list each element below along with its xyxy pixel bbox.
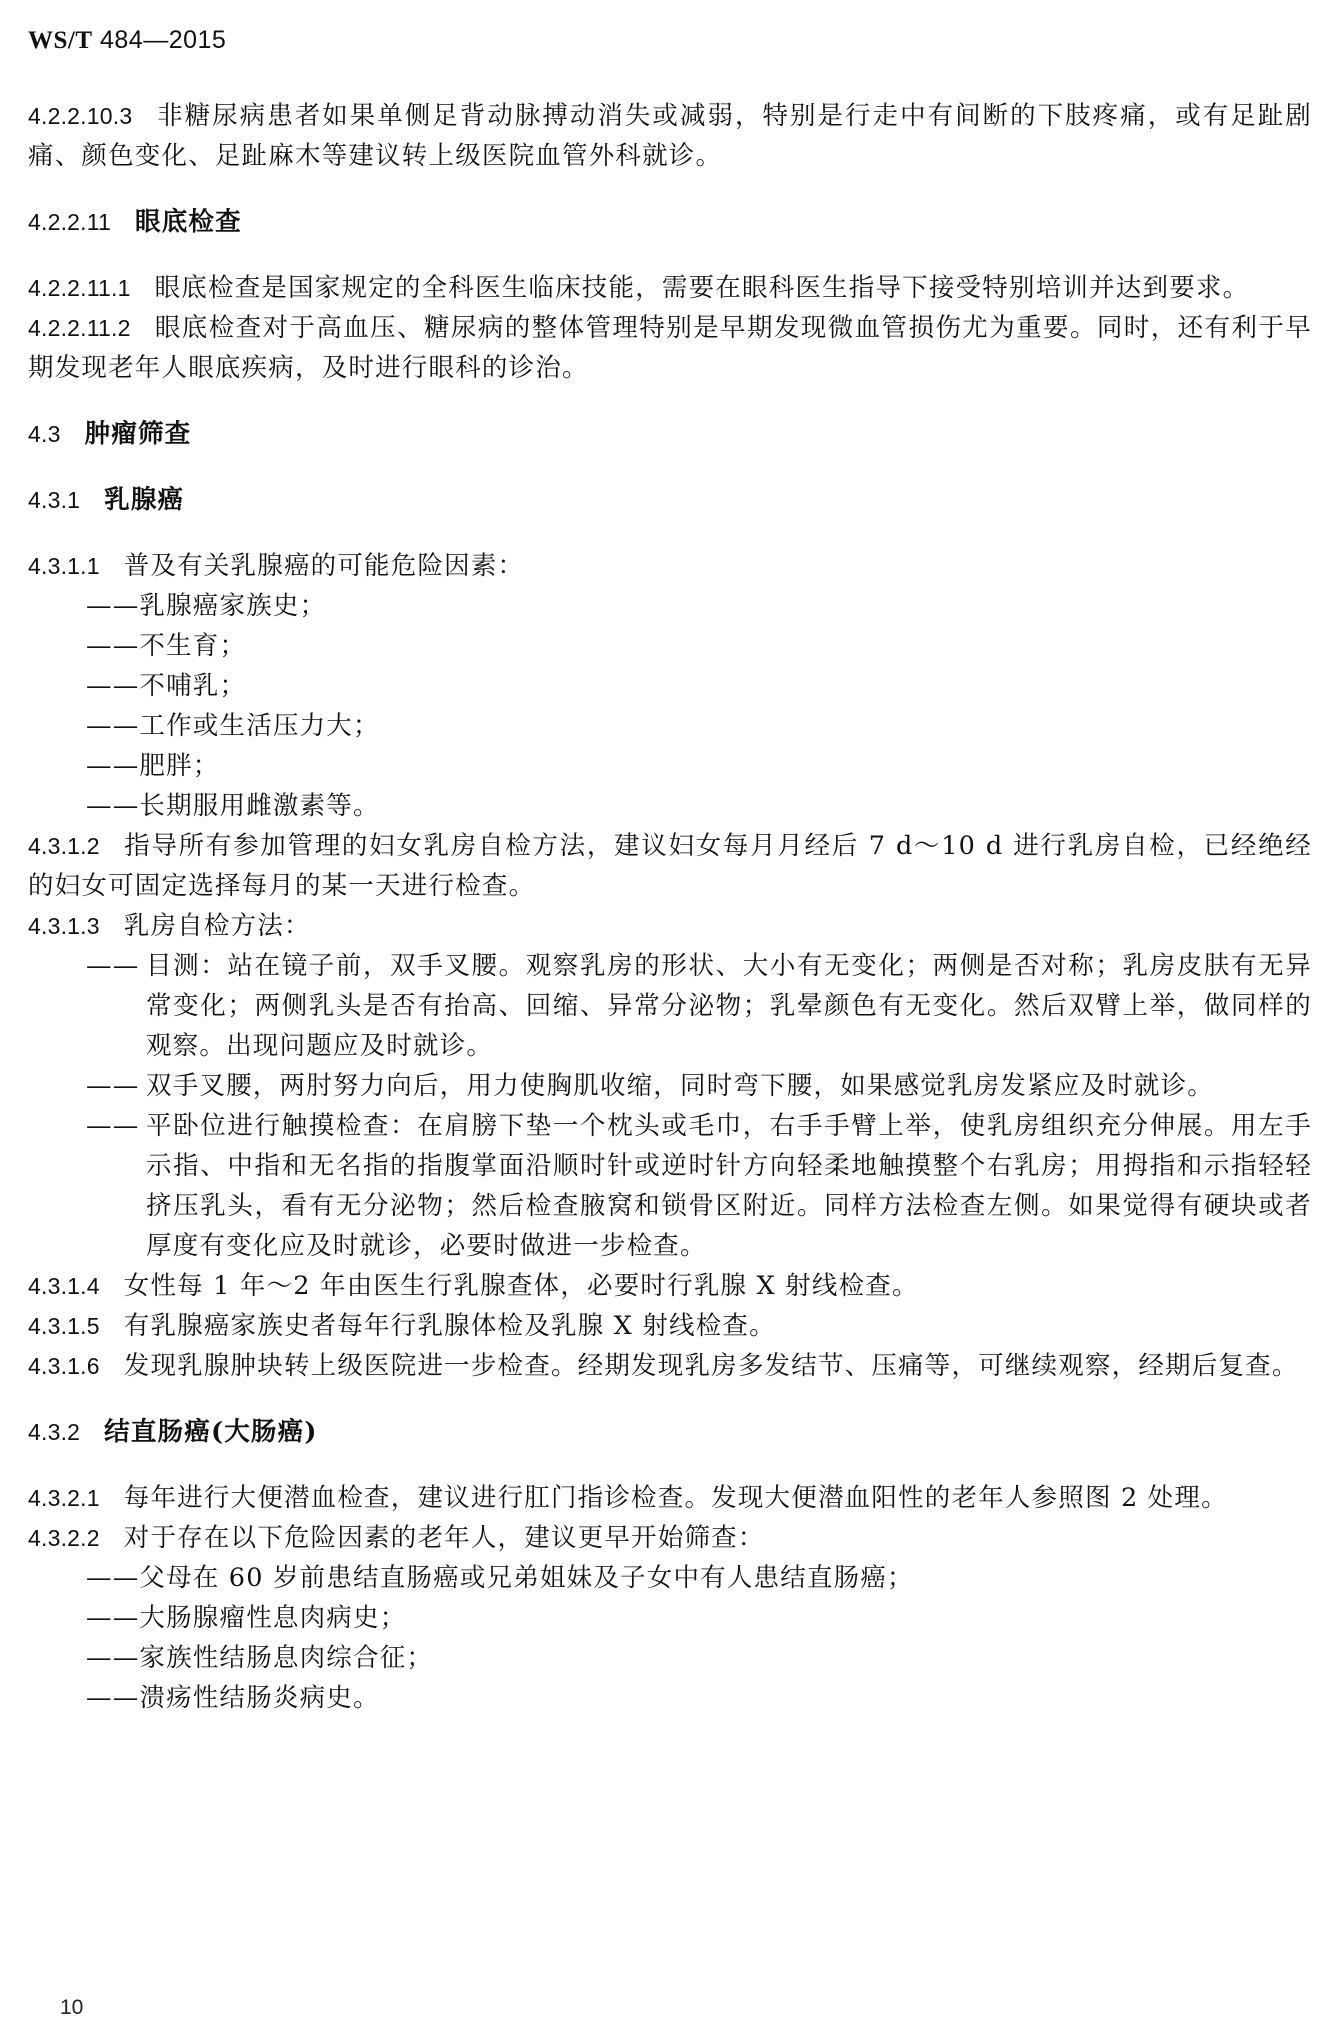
list-item: ——不哺乳； bbox=[86, 671, 247, 701]
clause-number: 4.2.2.11.2 bbox=[28, 315, 131, 341]
clause-text: 眼底检查对于高血压、糖尿病的整体管理特别是早期发现微血管损伤尤为重要。同时，还有利于早期发现老年人眼底疾病，及时进行眼科的诊治。 bbox=[28, 313, 1312, 383]
clause-number: 4.3.2.1 bbox=[28, 1485, 100, 1511]
clause-number: 4.3.1.5 bbox=[28, 1313, 100, 1339]
clause-text: 普及有关乳腺癌的可能危险因素： bbox=[123, 551, 525, 581]
heading-4-2-2-11 bbox=[28, 202, 1312, 242]
heading-title: 乳腺癌 bbox=[104, 485, 185, 515]
clause-text: 发现乳腺肿块转上级医院进一步检查。经期发现乳房多发结节、压痛等，可继续观察，经期后复查。 bbox=[123, 1351, 1299, 1381]
clause-4-2-2-10-3 bbox=[28, 96, 1312, 176]
list-item-text: 双手叉腰，两肘努力向后，用力使胸肌收缩，同时弯下腰，如果感觉乳房发紧应及时就诊。 bbox=[146, 1071, 1215, 1101]
clause-number: 4.3.1.4 bbox=[28, 1273, 100, 1299]
heading-number: 4.3 bbox=[28, 421, 61, 447]
clause-number: 4.2.2.10.3 bbox=[28, 103, 133, 129]
clause-number: 4.3.2.2 bbox=[28, 1525, 100, 1551]
clause-4-3-1-6 bbox=[28, 1346, 1312, 1386]
clause-number: 4.3.1.6 bbox=[28, 1353, 100, 1379]
list-item bbox=[28, 946, 1312, 1066]
dash-marker: —— bbox=[86, 1071, 140, 1101]
clause-text: 非糖尿病患者如果单侧足背动脉搏动消失或减弱，特别是行走中有间断的下肢疼痛，或有足趾剧痛、颜色变化、足趾麻木等建议转上级医院血管外科就诊。 bbox=[28, 101, 1312, 171]
list-item: ——乳腺癌家族史； bbox=[86, 591, 327, 621]
standard-number: 484—2015 bbox=[99, 26, 227, 54]
clause-text: 女性每 1 年～2 年由医生行乳腺查体，必要时行乳腺 X 射线检查。 bbox=[123, 1271, 919, 1301]
clause-4-3-1-2 bbox=[28, 826, 1312, 906]
list-item: ——溃疡性结肠炎病史。 bbox=[86, 1683, 380, 1713]
dash-marker: —— bbox=[86, 1111, 140, 1141]
clause-text: 对于存在以下危险因素的老年人，建议更早开始筛查： bbox=[123, 1523, 765, 1553]
clause-text: 乳房自检方法： bbox=[123, 911, 311, 941]
list-item: ——长期服用雌激素等。 bbox=[86, 791, 380, 821]
heading-number: 4.3.1 bbox=[28, 487, 81, 513]
clause-number: 4.3.1.1 bbox=[28, 553, 100, 579]
clause-4-3-1-3 bbox=[28, 906, 1312, 946]
clause-number: 4.3.1.2 bbox=[28, 833, 100, 859]
clause-number: 4.3.1.3 bbox=[28, 913, 100, 939]
list-item-text: 平卧位进行触摸检查：在肩膀下垫一个枕头或毛巾，右手手臂上举，使乳房组织充分伸展。用左手示指、中指和无名指的指腹掌面沿顺时针或逆时针方向轻柔地触摸整个右乳房；用拇指和示指轻轻挤压乳头，看有无分泌物；然后检查腋窝和锁骨区附近。同样方法检查左侧。如果觉得有硬块或者厚度有变化应及时就诊，必要时做进一步检查。 bbox=[146, 1111, 1312, 1261]
clause-text: 有乳腺癌家族史者每年行乳腺体检及乳腺 X 射线检查。 bbox=[123, 1311, 776, 1341]
list-item: ——家族性结肠息肉综合征； bbox=[86, 1643, 434, 1673]
heading-title: 肿瘤筛查 bbox=[84, 419, 192, 449]
list-item-text: 目测：站在镜子前，双手叉腰。观察乳房的形状、大小有无变化；两侧是否对称；乳房皮肤有无异常变化；两侧乳头是否有抬高、回缩、异常分泌物；乳晕颜色有无变化。然后双臂上举，做同样的观察。出现问题应及时就诊。 bbox=[146, 951, 1312, 1061]
clause-4-2-2-11-2 bbox=[28, 308, 1312, 388]
clause-4-3-1-5 bbox=[28, 1306, 1312, 1346]
list-item: ——不生育； bbox=[86, 631, 247, 661]
clause-text: 指导所有参加管理的妇女乳房自检方法，建议妇女每月月经后 7 d～10 d 进行乳房自检，已经绝经的妇女可固定选择每月的某一天进行检查。 bbox=[28, 831, 1312, 901]
list-item bbox=[28, 1066, 1312, 1106]
heading-4-3-1 bbox=[28, 480, 1312, 520]
heading-number: 4.2.2.11 bbox=[28, 209, 112, 235]
clause-text: 眼底检查是国家规定的全科医生临床技能，需要在眼科医生指导下接受特别培训并达到要求。 bbox=[154, 273, 1250, 303]
heading-4-3 bbox=[28, 414, 1312, 454]
list-item: ——父母在 60 岁前患结直肠癌或兄弟姐妹及子女中有人患结直肠癌； bbox=[86, 1563, 914, 1593]
list-item: ——肥胖； bbox=[86, 751, 220, 781]
document-body bbox=[28, 96, 1312, 1718]
dash-marker: —— bbox=[86, 951, 140, 981]
list-item bbox=[28, 1106, 1312, 1266]
clause-4-2-2-11-1 bbox=[28, 268, 1312, 308]
heading-title: 眼底检查 bbox=[135, 207, 242, 237]
page-number: 10 bbox=[60, 1996, 84, 2019]
clause-4-3-1-1 bbox=[28, 546, 1312, 586]
clause-4-3-2-1 bbox=[28, 1478, 1312, 1518]
clause-number: 4.2.2.11.1 bbox=[28, 275, 131, 301]
heading-title: 结直肠癌(大肠癌) bbox=[104, 1417, 318, 1447]
standard-header bbox=[28, 26, 226, 55]
heading-number: 4.3.2 bbox=[28, 1419, 81, 1445]
heading-4-3-2 bbox=[28, 1412, 1312, 1452]
list-item: ——大肠腺瘤性息肉病史； bbox=[86, 1603, 407, 1633]
clause-text: 每年进行大便潜血检查，建议进行肛门指诊检查。发现大便潜血阳性的老年人参照图 2 处理。 bbox=[123, 1483, 1228, 1513]
standard-code: WS/T bbox=[28, 27, 93, 54]
clause-4-3-2-2 bbox=[28, 1518, 1312, 1558]
list-item: ——工作或生活压力大； bbox=[86, 711, 380, 741]
clause-4-3-1-4 bbox=[28, 1266, 1312, 1306]
